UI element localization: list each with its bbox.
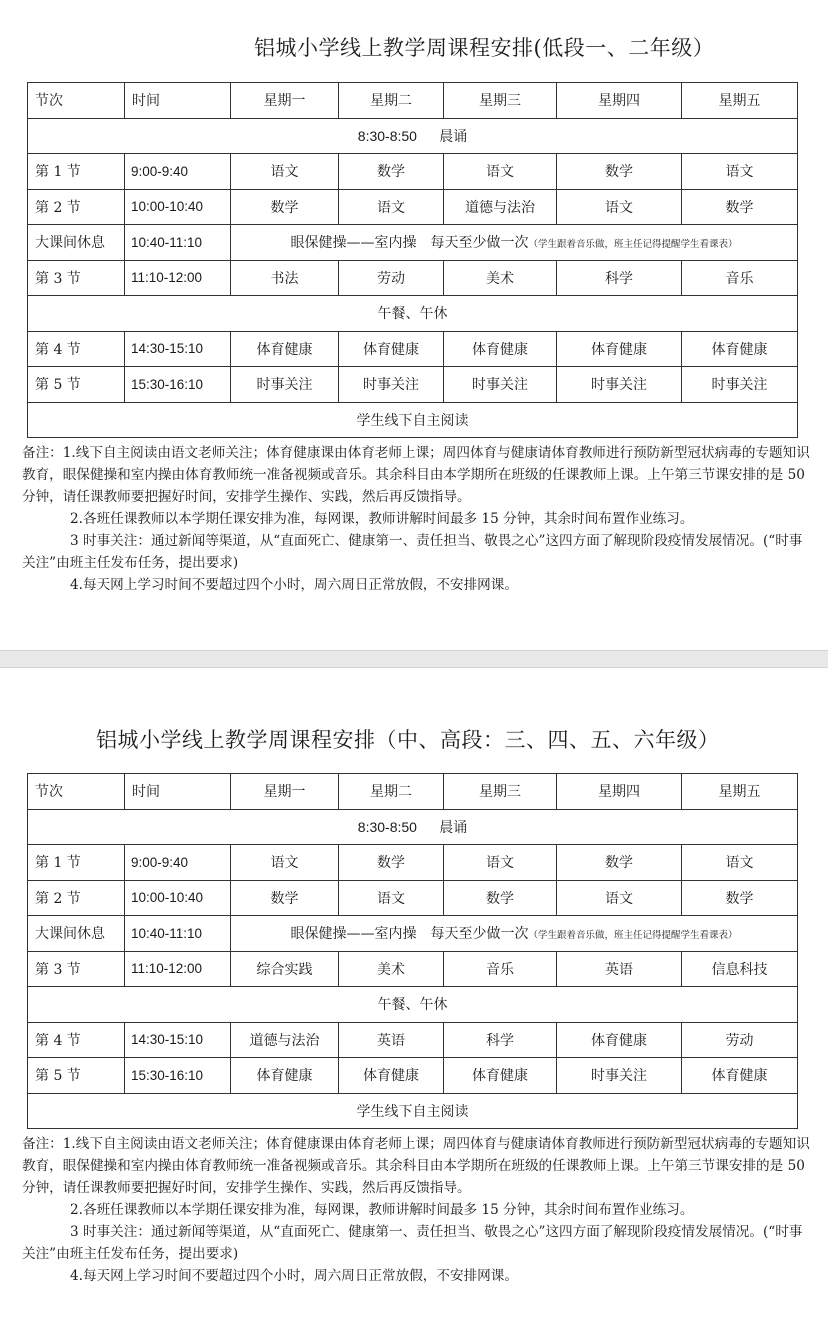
subject-cell: 道德与法治 [444, 189, 557, 225]
subject-cell: 体育健康 [231, 1058, 339, 1094]
subject-cell: 语文 [682, 845, 798, 881]
schedule-table [27, 773, 798, 1129]
morning-cell: 8:30-8:50 晨诵 [28, 118, 798, 154]
subject-cell: 语文 [339, 189, 444, 225]
subject-cell: 数学 [231, 189, 339, 225]
table-row [28, 189, 798, 225]
subject-cell: 语文 [231, 154, 339, 190]
subject-cell: 音乐 [682, 260, 798, 296]
header-cell: 星期一 [231, 83, 339, 119]
subject-cell: 体育健康 [444, 1058, 557, 1094]
period-label: 第 5 节 [28, 367, 125, 403]
period-label: 第 4 节 [28, 1022, 125, 1058]
period-time: 9:00-9:40 [125, 154, 231, 190]
period-label: 第 5 节 [28, 1058, 125, 1094]
period-label: 第 3 节 [28, 260, 125, 296]
subject-cell: 体育健康 [339, 1058, 444, 1094]
subject-cell: 数学 [444, 880, 557, 916]
subject-cell: 劳动 [339, 260, 444, 296]
period-label: 第 3 节 [28, 951, 125, 987]
reading-row [28, 402, 798, 438]
subject-cell: 语文 [444, 845, 557, 881]
note-paragraph: 2.各班任课教师以本学期任课安排为准，每网课，教师讲解时间最多 15 分钟，其余时间布置作业练习。 [70, 1202, 694, 1218]
subject-cell: 时事关注 [231, 367, 339, 403]
header-cell: 星期四 [557, 83, 682, 119]
header-cell: 节次 [28, 83, 125, 119]
subject-cell: 体育健康 [444, 331, 557, 367]
subject-cell: 语文 [682, 154, 798, 190]
period-time: 10:40-11:10 [125, 225, 231, 261]
lunch-cell: 午餐、午休 [28, 987, 798, 1023]
period-label: 第 4 节 [28, 331, 125, 367]
subject-cell: 语文 [339, 880, 444, 916]
subject-cell: 体育健康 [339, 331, 444, 367]
subject-cell: 体育健康 [682, 331, 798, 367]
subject-cell: 数学 [682, 880, 798, 916]
morning-cell: 8:30-8:50 晨诵 [28, 809, 798, 845]
recess-row [28, 225, 798, 261]
period-time: 10:00-10:40 [125, 189, 231, 225]
note-paragraph: 备注：1.线下自主阅读由语文老师关注；体育健康课由体育老师上课；周四体育与健康请体育教师进行预防新型冠状病毒的专题知识教育，眼保健操和室内操由体育教师统一准备视频或音乐。其余科目由本学期所在班级的任课教师上课。上午第三节课安排的是 50 分钟，请任课教师要把握好时间，安排学生操作、实践，然后再反馈指导。 [22, 445, 810, 505]
header-cell: 星期五 [682, 774, 798, 810]
note-paragraph: 4.每天网上学习时间不要超过四个小时，周六周日正常放假，不安排网课。 [70, 577, 518, 593]
period-time: 15:30-16:10 [125, 367, 231, 403]
header-cell: 星期二 [339, 83, 444, 119]
header-cell: 时间 [125, 83, 231, 119]
subject-cell: 数学 [231, 880, 339, 916]
morning-reading-row [28, 809, 798, 845]
subject-cell: 道德与法治 [231, 1022, 339, 1058]
period-time: 10:00-10:40 [125, 880, 231, 916]
period-time: 14:30-15:10 [125, 1022, 231, 1058]
subject-cell: 语文 [444, 154, 557, 190]
table-row [28, 331, 798, 367]
note-paragraph: 3 时事关注：通过新闻等渠道，从“直面死亡、健康第一、责任担当、敬畏之心”这四方面了解现阶段疫情发展情况。(“时事关注”由班主任发布任务，提出要求) [22, 533, 803, 571]
note-paragraph: 2.各班任课教师以本学期任课安排为准，每网课，教师讲解时间最多 15 分钟，其余时间布置作业练习。 [70, 511, 694, 527]
subject-cell: 美术 [444, 260, 557, 296]
period-label: 第 1 节 [28, 154, 125, 190]
table-row [28, 1058, 798, 1094]
reading-cell: 学生线下自主阅读 [28, 402, 798, 438]
subject-cell: 体育健康 [557, 331, 682, 367]
table-row [28, 154, 798, 190]
reading-row [28, 1093, 798, 1129]
page-divider [0, 650, 828, 668]
lunch-row [28, 296, 798, 332]
subject-cell: 语文 [557, 189, 682, 225]
header-cell: 星期三 [444, 83, 557, 119]
period-label: 大课间休息 [28, 916, 125, 952]
header-cell: 星期四 [557, 774, 682, 810]
header-cell: 时间 [125, 774, 231, 810]
table-row [28, 951, 798, 987]
schedule-table [27, 82, 798, 438]
subject-cell: 时事关注 [682, 367, 798, 403]
morning-reading-row [28, 118, 798, 154]
header-cell: 星期二 [339, 774, 444, 810]
subject-cell: 数学 [339, 154, 444, 190]
notes-block [22, 1133, 812, 1287]
lunch-cell: 午餐、午休 [28, 296, 798, 332]
table-row [28, 1022, 798, 1058]
period-label: 第 2 节 [28, 880, 125, 916]
recess-main-text: 眼保健操——室内操 每天至少做一次 [290, 926, 529, 943]
table-header-row [28, 83, 798, 119]
sheet-title: 铝城小学线上教学周课程安排（中、高段：三、四、五、六年级） [96, 728, 720, 752]
period-label: 大课间休息 [28, 225, 125, 261]
note-paragraph: 备注：1.线下自主阅读由语文老师关注；体育健康课由体育老师上课；周四体育与健康请体育教师进行预防新型冠状病毒的专题知识教育，眼保健操和室内操由体育教师统一准备视频或音乐。其余科目由本学期所在班级的任课教师上课。上午第三节课安排的是 50 分钟，请任课教师要把握好时间，安排学生操作、实践，然后再反馈指导。 [22, 1136, 810, 1196]
subject-cell: 科学 [557, 260, 682, 296]
recess-main-text: 眼保健操——室内操 每天至少做一次 [290, 235, 529, 252]
subject-cell: 英语 [557, 951, 682, 987]
subject-cell: 体育健康 [682, 1058, 798, 1094]
header-cell: 星期五 [682, 83, 798, 119]
subject-cell: 语文 [557, 880, 682, 916]
note-paragraph: 4.每天网上学习时间不要超过四个小时，周六周日正常放假，不安排网课。 [70, 1268, 518, 1284]
period-time: 9:00-9:40 [125, 845, 231, 881]
subject-cell: 时事关注 [557, 1058, 682, 1094]
subject-cell: 综合实践 [231, 951, 339, 987]
subject-cell: 体育健康 [557, 1022, 682, 1058]
schedule-sheet-lower-grades [0, 0, 828, 650]
period-time: 15:30-16:10 [125, 1058, 231, 1094]
recess-note: （学生跟着音乐做，班主任记得提醒学生看课表） [528, 239, 738, 251]
header-cell: 节次 [28, 774, 125, 810]
period-time: 11:10-12:00 [125, 951, 231, 987]
recess-row [28, 916, 798, 952]
period-time: 10:40-11:10 [125, 916, 231, 952]
subject-cell: 信息科技 [682, 951, 798, 987]
subject-cell: 音乐 [444, 951, 557, 987]
period-time: 14:30-15:10 [125, 331, 231, 367]
subject-cell: 数学 [339, 845, 444, 881]
period-label: 第 2 节 [28, 189, 125, 225]
table-row [28, 367, 798, 403]
subject-cell: 语文 [231, 845, 339, 881]
table-row [28, 260, 798, 296]
sheet-title: 铝城小学线上教学周课程安排(低段一、二年级） [254, 36, 715, 60]
note-paragraph: 3 时事关注：通过新闻等渠道，从“直面死亡、健康第一、责任担当、敬畏之心”这四方面了解现阶段疫情发展情况。(“时事关注”由班主任发布任务，提出要求) [22, 1224, 803, 1262]
subject-cell: 数学 [557, 845, 682, 881]
subject-cell: 时事关注 [339, 367, 444, 403]
header-cell: 星期三 [444, 774, 557, 810]
subject-cell: 体育健康 [231, 331, 339, 367]
subject-cell: 时事关注 [444, 367, 557, 403]
header-cell: 星期一 [231, 774, 339, 810]
recess-activity [231, 225, 798, 261]
table-row [28, 880, 798, 916]
subject-cell: 书法 [231, 260, 339, 296]
notes-block [22, 442, 812, 596]
period-time: 11:10-12:00 [125, 260, 231, 296]
subject-cell: 数学 [557, 154, 682, 190]
table-row [28, 845, 798, 881]
subject-cell: 时事关注 [557, 367, 682, 403]
subject-cell: 劳动 [682, 1022, 798, 1058]
reading-cell: 学生线下自主阅读 [28, 1093, 798, 1129]
schedule-sheet-upper-grades [0, 668, 828, 1324]
subject-cell: 美术 [339, 951, 444, 987]
table-header-row [28, 774, 798, 810]
lunch-row [28, 987, 798, 1023]
period-label: 第 1 节 [28, 845, 125, 881]
subject-cell: 数学 [682, 189, 798, 225]
subject-cell: 英语 [339, 1022, 444, 1058]
recess-activity [231, 916, 798, 952]
subject-cell: 科学 [444, 1022, 557, 1058]
recess-note: （学生跟着音乐做，班主任记得提醒学生看课表） [528, 930, 738, 942]
